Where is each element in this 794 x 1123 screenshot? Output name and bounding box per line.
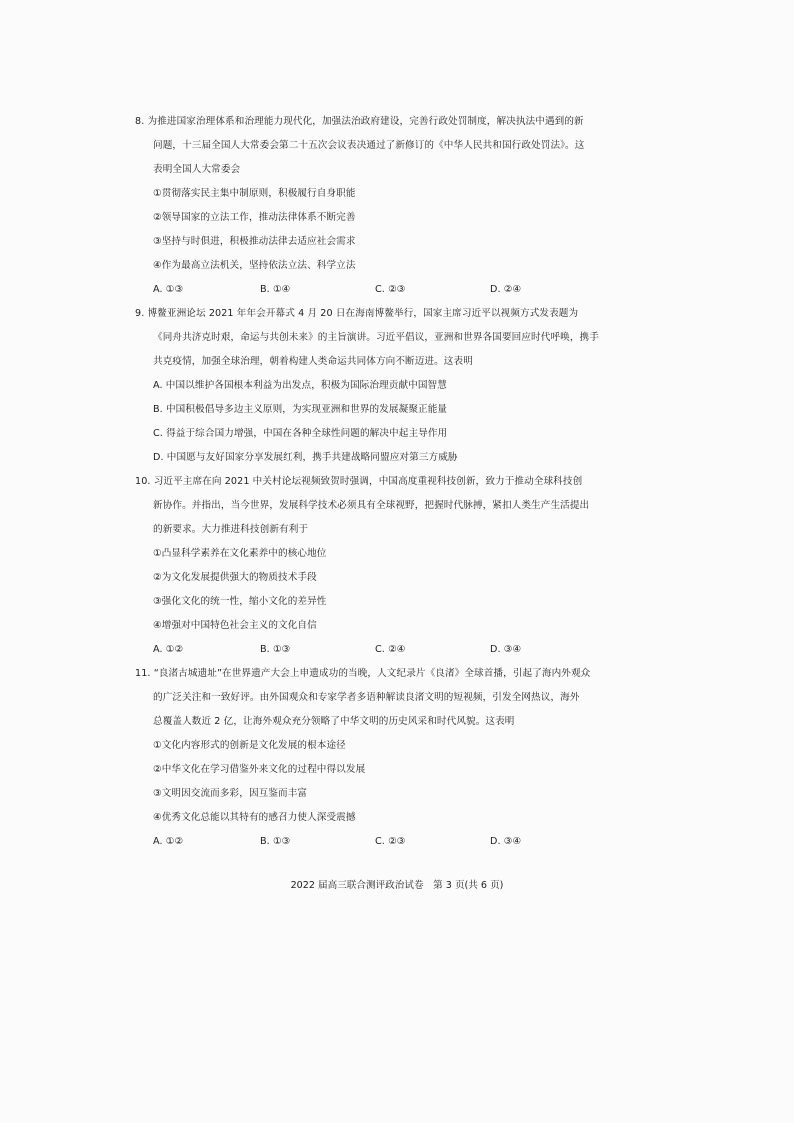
question-8-stem-line-1: 8. 为推进国家治理体系和治理能力现代化，加强法治政府建设，完善行政处罚制度，解决执法中遇到的新 <box>135 116 584 127</box>
question-8 <box>135 110 635 302</box>
question-11 <box>135 662 635 854</box>
question-8-option-3: ③坚持与时俱进，积极推动法律去适应社会需求 <box>153 236 356 247</box>
question-11-choice-c: C. ②③ <box>375 836 406 847</box>
question-11-stem-line-2: 的广泛关注和一致好评。由外国观众和专家学者多语种解读良渚文明的短视频，引发全网热议，海外 <box>153 692 580 703</box>
question-8-stem-line-3: 表明全国人大常委会 <box>153 164 241 175</box>
question-9-choice-b: B. 中国积极倡导多边主义原则，为实现亚洲和世界的发展凝聚正能量 <box>153 404 448 415</box>
question-11-option-3: ③文明因交流而多彩，因互鉴而丰富 <box>153 788 308 799</box>
question-10-stem-line-1: 10. 习近平主席在向 2021 中关村论坛视频致贺时强调，中国高度重视科技创新，致力于推动全球科技创 <box>135 476 583 487</box>
question-9-choice-a: A. 中国以维护各国根本利益为出发点，积极为国际治理贡献中国智慧 <box>153 380 447 391</box>
question-11-choice-a: A. ①② <box>153 836 184 847</box>
question-8-choice-a: A. ①③ <box>153 284 184 295</box>
question-9-stem-line-3: 共克疫情，加强全球治理，朝着构建人类命运共同体方向不断迈进。这表明 <box>153 356 473 367</box>
question-10-option-3: ③强化文化的统一性，缩小文化的差异性 <box>153 596 327 607</box>
question-8-option-1: ①贯彻落实民主集中制原则，积极履行自身职能 <box>153 188 356 199</box>
question-9-choice-c: C. 得益于综合国力增强，中国在各种全球性问题的解决中起主导作用 <box>153 428 448 439</box>
question-11-choice-b: B. ①③ <box>260 836 291 847</box>
question-8-option-4: ④作为最高立法机关，坚持依法立法、科学立法 <box>153 260 356 271</box>
question-10-choice-d: D. ③④ <box>490 644 522 655</box>
question-10-choice-c: C. ②④ <box>375 644 406 655</box>
question-10-stem-line-2: 新协作。并指出，当今世界，发展科学技术必须具有全球视野，把握时代脉搏，紧扣人类生产生活提出 <box>153 500 590 511</box>
question-8-choice-c: C. ②③ <box>375 284 406 295</box>
question-10-option-1: ①凸显科学素养在文化素养中的核心地位 <box>153 548 327 559</box>
question-8-stem-line-2: 问题，十三届全国人大常委会第二十五次会议表决通过了新修订的《中华人民共和国行政处罚法》。这 <box>153 140 585 151</box>
page-footer: 2022 届高三联合测评政治试卷 第 3 页(共 6 页) <box>290 880 504 891</box>
question-10-option-2: ②为文化发展提供强大的物质技术手段 <box>153 572 317 583</box>
question-11-choice-d: D. ③④ <box>490 836 522 847</box>
question-11-option-4: ④优秀文化总能以其特有的感召力使人深受震撼 <box>153 812 356 823</box>
question-11-option-2: ②中华文化在学习借鉴外来文化的过程中得以发展 <box>153 764 366 775</box>
question-10-choice-b: B. ①③ <box>260 644 291 655</box>
question-9-stem-line-2: 《同舟共济克时艰，命运与共创未来》的主旨演讲。习近平倡议，亚洲和世界各国要回应时代呼唤，携手 <box>153 332 599 343</box>
question-10-choice-a: A. ①② <box>153 644 184 655</box>
question-9-choice-d: D. 中国愿与友好国家分享发展红利，携手共建战略同盟应对第三方威胁 <box>153 452 458 463</box>
question-11-stem-line-3: 总覆盖人数近 2 亿，让海外观众充分领略了中华文明的历史风采和时代风貌。这表明 <box>153 716 515 727</box>
question-10-option-4: ④增强对中国特色社会主义的文化自信 <box>153 620 317 631</box>
question-9-stem-line-1: 9. 博鳌亚洲论坛 2021 年年会开幕式 4 月 20 日在海南博鳌举行，国家主席习近平以视频方式发表题为 <box>135 308 579 319</box>
question-11-option-1: ①文化内容形式的创新是文化发展的根本途径 <box>153 740 346 751</box>
question-11-choices <box>135 830 635 854</box>
question-9 <box>135 302 635 470</box>
question-8-choice-b: B. ①④ <box>260 284 291 295</box>
question-8-choice-d: D. ②④ <box>490 284 522 295</box>
question-10 <box>135 470 635 662</box>
question-8-option-2: ②领导国家的立法工作，推动法律体系不断完善 <box>153 212 356 223</box>
question-11-stem-line-1: 11. “良渚古城遗址”在世界遗产大会上申遗成功的当晚，人文纪录片《良渚》全球首播，引起了海内外观众 <box>135 668 591 679</box>
question-10-stem-line-3: 的新要求。大力推进科技创新有利于 <box>153 524 309 535</box>
question-10-choices <box>135 638 635 662</box>
question-8-choices <box>135 278 635 302</box>
